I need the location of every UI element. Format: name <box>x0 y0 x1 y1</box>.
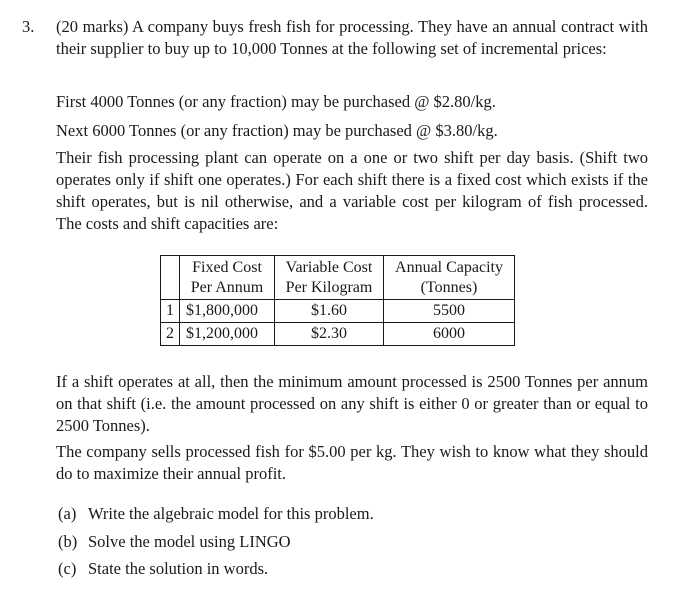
header-annual-capacity: Annual Capacity <box>395 259 503 276</box>
header-index-cell <box>161 256 180 279</box>
capacity-value: 6000 <box>384 323 515 346</box>
part-label: (b) <box>58 532 78 551</box>
part-label: (a) <box>58 504 77 523</box>
shift-number: 1 <box>161 300 180 323</box>
variable-cost-value: $1.60 <box>275 300 384 323</box>
shift-cost-table <box>160 255 515 346</box>
table-header-row-2 <box>161 278 515 300</box>
part-c <box>58 558 650 580</box>
part-b <box>58 531 650 553</box>
fixed-cost-value: $1,200,000 <box>180 323 275 346</box>
price-first-tier: First 4000 Tonnes (or any fraction) may be purchased @ $2.80/kg. <box>56 92 496 111</box>
header-per-annum: Per Annum <box>180 278 275 300</box>
question-number: 3. <box>22 17 35 36</box>
part-label: (c) <box>58 559 77 578</box>
part-text: Solve the model using LINGO <box>88 532 291 551</box>
header-fixed-cost: Fixed Cost <box>180 256 275 279</box>
header-tonnes: (Tonnes) <box>420 279 478 296</box>
part-a <box>58 503 650 525</box>
price-next-tier: Next 6000 Tonnes (or any fraction) may be purchased @ $3.80/kg. <box>56 121 498 140</box>
table-header-row-1 <box>161 256 515 279</box>
header-variable-cost: Variable Cost <box>275 256 384 279</box>
part-text: Write the algebraic model for this problem. <box>88 504 374 523</box>
question-intro: (20 marks) A company buys fresh fish for processing. They have an annual contract with their supplier to buy up to 10,000 Tonnes at the following set of incremental prices: <box>56 17 648 58</box>
shift-number: 2 <box>161 323 180 346</box>
fixed-cost-value: $1,800,000 <box>180 300 275 323</box>
plant-description: Their fish processing plant can operate on a one or two shift per day basis. (Shift two operates only if shift one operates.) For each shift there is a fixed cost which exists if the shift operates, but is nil otherwise, and a variable cost per kilogram of fish processed. The costs and shift capacities are: <box>56 148 648 233</box>
capacity-value: 5500 <box>384 300 515 323</box>
part-text: State the solution in words. <box>88 559 269 578</box>
variable-cost-value: $2.30 <box>275 323 384 346</box>
table-row <box>161 323 515 346</box>
selling-price-statement: The company sells processed fish for $5.00 per kg. They wish to know what they should do to maximize their annual profit. <box>56 442 648 483</box>
table-row <box>161 300 515 323</box>
header-per-kilogram: Per Kilogram <box>275 278 384 300</box>
header-index-cell <box>161 278 180 300</box>
minimum-processing-rule: If a shift operates at all, then the minimum amount processed is 2500 Tonnes per annum on that shift (i.e. the amount processed on any shift is either 0 or greater than or equal to 2500 Tonnes). <box>56 372 648 435</box>
